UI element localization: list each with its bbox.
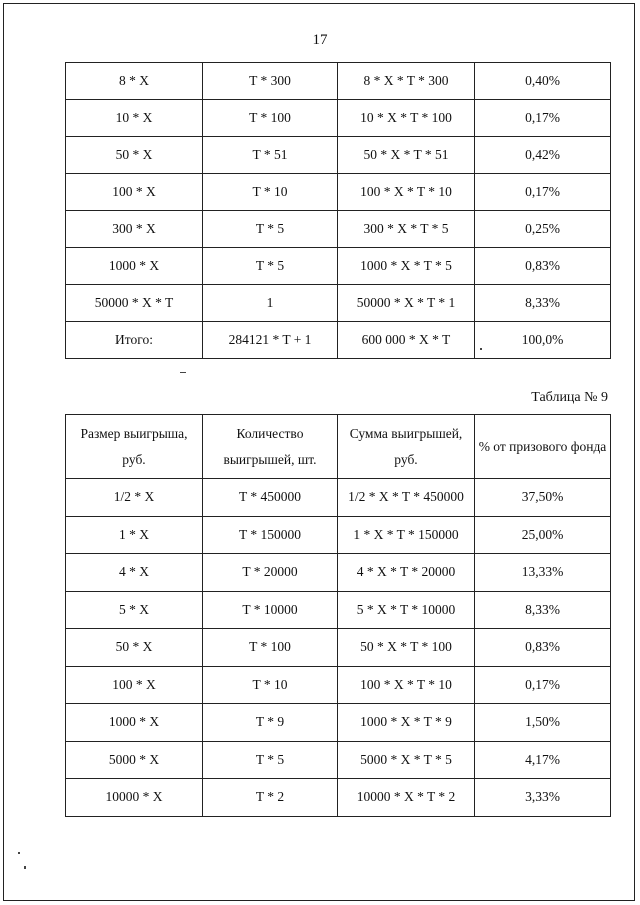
prize-size-cell: 300 * X [66,211,203,248]
prize-count-cell: T * 10000 [203,591,338,629]
fund-percent-cell: 8,33% [475,285,611,322]
scan-speck [180,372,186,373]
prize-sum-cell: 1 * X * T * 150000 [338,516,475,554]
prize-count-cell: T * 150000 [203,516,338,554]
prize-count-cell: T * 450000 [203,479,338,517]
prize-table-9 [65,414,611,817]
prize-count-cell: T * 5 [203,741,338,779]
prize-count-cell: T * 10 [203,666,338,704]
prize-sum-cell: 50 * X * T * 51 [338,137,475,174]
fund-percent-cell: 4,17% [475,741,611,779]
prize-size-cell: 5 * X [66,591,203,629]
prize-count-cell: T * 10 [203,174,338,211]
prize-sum-cell: 1/2 * X * T * 450000 [338,479,475,517]
prize-sum-cell: 5000 * X * T * 5 [338,741,475,779]
prize-count-cell: 1 [203,285,338,322]
prize-count-cell: T * 5 [203,248,338,285]
header-prize-count: Количество выигрышей, шт. [203,415,338,479]
prize-size-cell: 10 * X [66,100,203,137]
prize-sum-cell: 1000 * X * T * 9 [338,704,475,742]
scan-speck [24,866,26,869]
fund-percent-cell: 25,00% [475,516,611,554]
table-row [66,322,611,359]
fund-percent-cell: 0,42% [475,137,611,174]
prize-table-continued [65,62,611,359]
table-row [66,666,611,704]
prize-count-cell: T * 51 [203,137,338,174]
table-row [66,479,611,517]
prize-count-cell: T * 9 [203,704,338,742]
page-number: 17 [312,32,328,48]
prize-size-cell: 4 * X [66,554,203,592]
fund-percent-cell: 0,83% [475,629,611,667]
prize-sum-cell: 50000 * X * T * 1 [338,285,475,322]
table-row [66,554,611,592]
prize-count-cell: T * 100 [203,629,338,667]
prize-size-cell: 5000 * X [66,741,203,779]
header-prize-size: Размер выигрыша, руб. [66,415,203,479]
table-row [66,741,611,779]
prize-size-cell: 50000 * X * T [66,285,203,322]
header-fund-percent: % от призового фонда [475,415,611,479]
prize-size-cell: 1000 * X [66,248,203,285]
fund-percent-cell: 0,83% [475,248,611,285]
fund-percent-cell: 13,33% [475,554,611,592]
prize-count-cell: T * 5 [203,211,338,248]
prize-count-cell: 284121 * T + 1 [203,322,338,359]
table-row [66,63,611,100]
prize-sum-cell: 8 * X * T * 300 [338,63,475,100]
prize-size-cell: 1000 * X [66,704,203,742]
prize-size-cell: 100 * X [66,174,203,211]
table-caption: Таблица № 9 [531,390,608,405]
fund-percent-cell: 3,33% [475,779,611,817]
table-row [66,704,611,742]
table-row [66,137,611,174]
table-row [66,285,611,322]
prize-sum-cell: 300 * X * T * 5 [338,211,475,248]
table-header-row [66,415,611,479]
table-row [66,211,611,248]
fund-percent-cell: 8,33% [475,591,611,629]
table-row [66,629,611,667]
prize-count-cell: T * 300 [203,63,338,100]
prize-sum-cell: 4 * X * T * 20000 [338,554,475,592]
table-row [66,516,611,554]
table-row [66,591,611,629]
prize-size-cell: 50 * X [66,137,203,174]
fund-percent-cell: 37,50% [475,479,611,517]
prize-size-cell: 10000 * X [66,779,203,817]
prize-count-cell: T * 20000 [203,554,338,592]
prize-sum-cell: 100 * X * T * 10 [338,666,475,704]
fund-percent-cell: 0,40% [475,63,611,100]
table-row [66,100,611,137]
fund-percent-cell: 0,17% [475,174,611,211]
prize-count-cell: T * 100 [203,100,338,137]
prize-size-cell: 1/2 * X [66,479,203,517]
prize-size-cell: 100 * X [66,666,203,704]
prize-sum-cell: 5 * X * T * 10000 [338,591,475,629]
table-row [66,779,611,817]
prize-sum-cell: 100 * X * T * 10 [338,174,475,211]
prize-size-cell: 8 * X [66,63,203,100]
header-prize-sum: Сумма выигрышей, руб. [338,415,475,479]
prize-sum-cell: 1000 * X * T * 5 [338,248,475,285]
fund-percent-cell: 100,0% [475,322,611,359]
fund-percent-cell: 0,17% [475,100,611,137]
prize-sum-cell: 10 * X * T * 100 [338,100,475,137]
fund-percent-cell: 0,25% [475,211,611,248]
prize-size-cell: 1 * X [66,516,203,554]
scan-speck [480,348,482,350]
prize-sum-cell: 50 * X * T * 100 [338,629,475,667]
table-row [66,174,611,211]
table-row [66,248,611,285]
fund-percent-cell: 0,17% [475,666,611,704]
prize-count-cell: T * 2 [203,779,338,817]
prize-size-cell: 50 * X [66,629,203,667]
prize-sum-cell: 600 000 * X * T [338,322,475,359]
scan-speck [18,852,20,854]
fund-percent-cell: 1,50% [475,704,611,742]
prize-sum-cell: 10000 * X * T * 2 [338,779,475,817]
prize-size-cell: Итого: [66,322,203,359]
